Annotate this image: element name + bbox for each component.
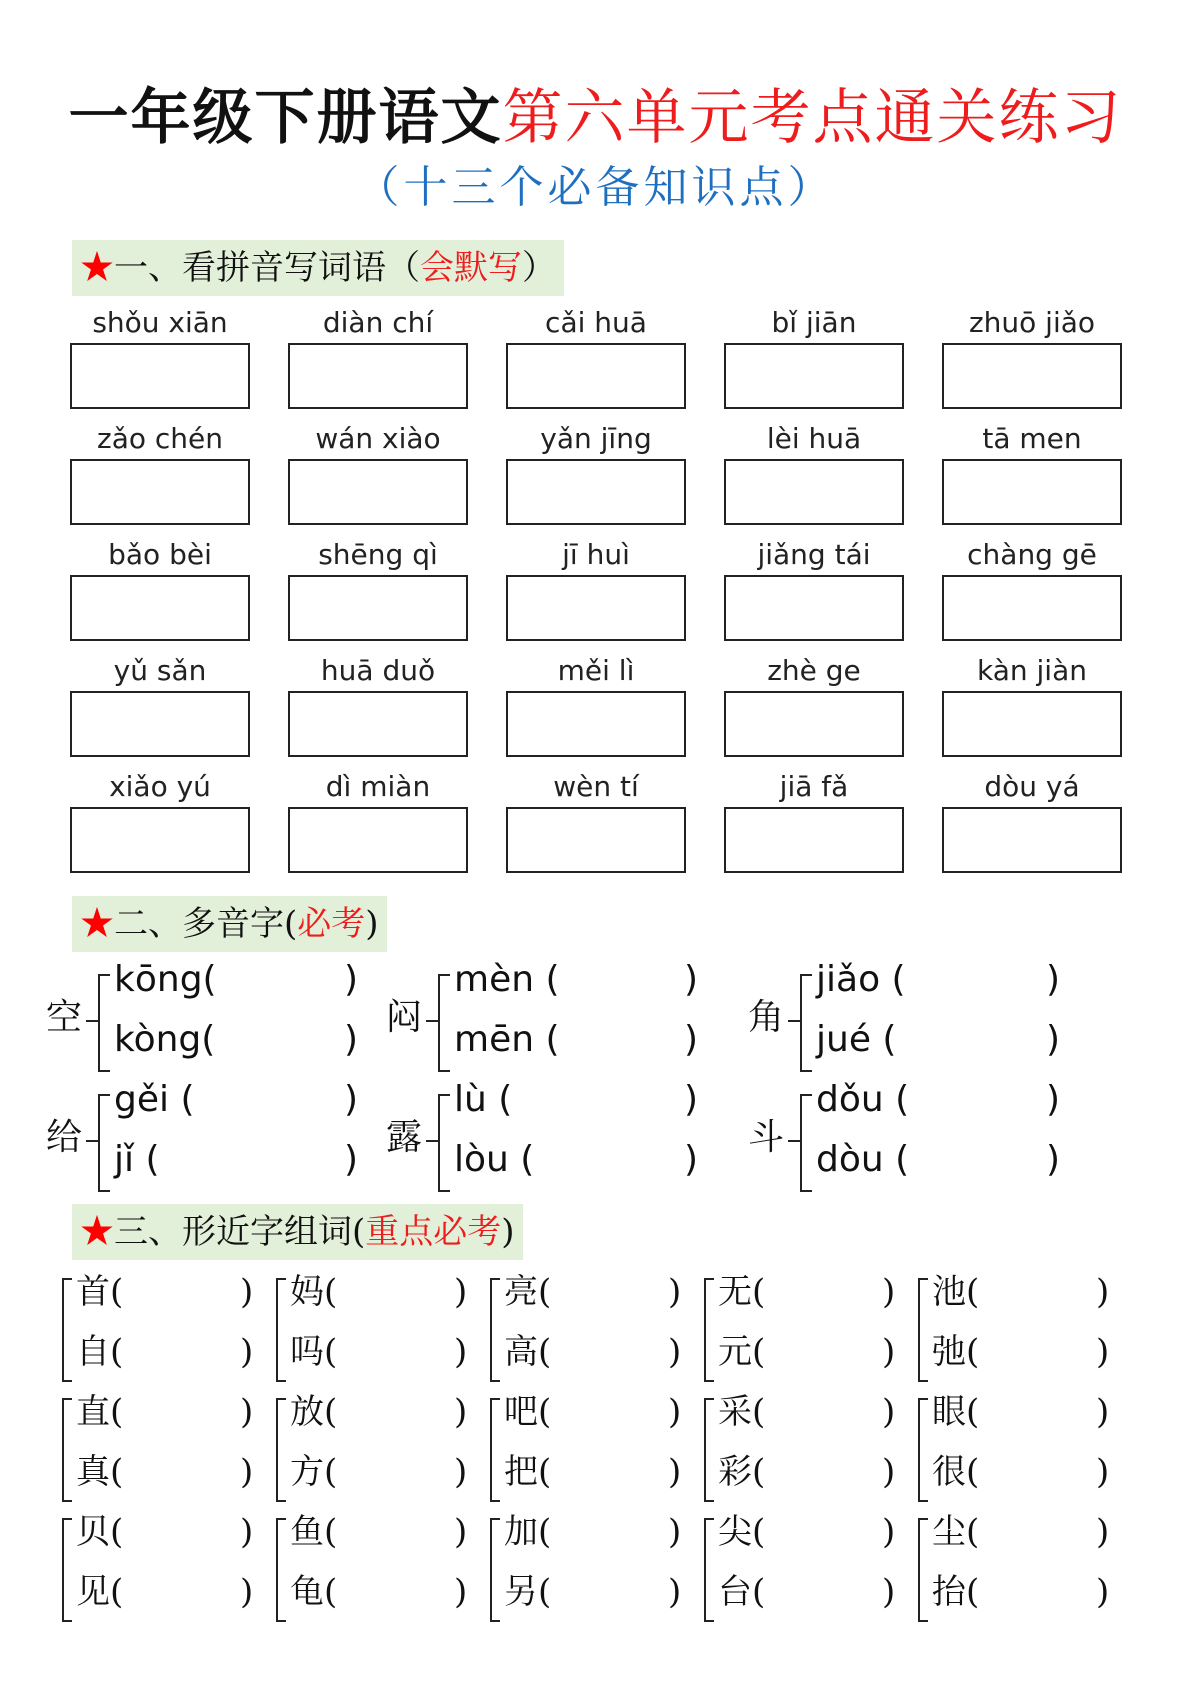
- answer-blank[interactable]: [586, 962, 686, 1002]
- polyphone-reading: gěi (: [114, 1079, 195, 1120]
- similar-char-group: [918, 1390, 1128, 1510]
- polyphone-reading: kòng(: [114, 1019, 216, 1060]
- star-icon: ★: [80, 1212, 114, 1252]
- answer-box[interactable]: [70, 575, 250, 641]
- pinyin-text: wèn tí: [553, 770, 639, 803]
- pinyin-text: zhuō jiǎo: [968, 306, 1096, 339]
- polyphone-char: 角: [748, 997, 785, 1038]
- answer-box[interactable]: [942, 691, 1122, 757]
- pinyin-text: jiā fǎ: [779, 770, 849, 803]
- answer-blank[interactable]: [134, 1574, 234, 1614]
- answer-blank[interactable]: [134, 1514, 234, 1554]
- pinyin-item: [288, 653, 468, 757]
- similar-char: 尘(: [932, 1512, 980, 1552]
- close-paren: ): [454, 1452, 468, 1492]
- answer-box[interactable]: [506, 343, 686, 409]
- pinyin-item: [506, 305, 686, 409]
- similar-char-group: [276, 1390, 486, 1510]
- close-paren: ): [668, 1392, 682, 1432]
- answer-blank[interactable]: [776, 1334, 876, 1374]
- section3-heading: 三、形近字组词(: [114, 1212, 366, 1252]
- pinyin-item: [942, 653, 1122, 757]
- answer-box[interactable]: [70, 691, 250, 757]
- answer-blank[interactable]: [246, 1022, 346, 1062]
- answer-blank[interactable]: [990, 1454, 1090, 1494]
- brace-stem: [788, 1140, 800, 1142]
- answer-blank[interactable]: [134, 1394, 234, 1434]
- answer-blank[interactable]: [348, 1454, 448, 1494]
- bracket-icon: [490, 1278, 500, 1382]
- answer-box[interactable]: [506, 807, 686, 873]
- answer-blank[interactable]: [246, 1142, 346, 1182]
- bracket-icon: [918, 1278, 928, 1382]
- pinyin-text: dòu yá: [984, 770, 1080, 803]
- bracket-icon: [490, 1518, 500, 1622]
- polyphone-char: 空: [46, 997, 83, 1038]
- answer-blank[interactable]: [246, 962, 346, 1002]
- similar-char: 真(: [76, 1452, 124, 1492]
- bracket-icon: [490, 1398, 500, 1502]
- answer-blank[interactable]: [990, 1394, 1090, 1434]
- brace-stem: [426, 1140, 438, 1142]
- close-paren: ): [668, 1272, 682, 1312]
- similar-char-group: [918, 1270, 1128, 1390]
- answer-blank[interactable]: [562, 1514, 662, 1554]
- similar-char-group: [490, 1270, 700, 1390]
- title-black: 一年级下册语文: [68, 83, 503, 153]
- pinyin-item: [724, 653, 904, 757]
- pinyin-text: xiǎo yú: [109, 770, 211, 803]
- answer-blank[interactable]: [348, 1274, 448, 1314]
- pinyin-text: jiǎng tái: [757, 538, 871, 571]
- section1-banner: [72, 240, 564, 296]
- similar-char: 吗(: [290, 1332, 338, 1372]
- polyphone-reading: mèn (: [454, 959, 560, 1000]
- similar-char: 妈(: [290, 1272, 338, 1312]
- answer-box[interactable]: [288, 807, 468, 873]
- close-paren: ): [668, 1572, 682, 1612]
- similar-char: 见(: [76, 1572, 124, 1612]
- similar-char: 首(: [76, 1272, 124, 1312]
- similar-char: 抬(: [932, 1572, 980, 1612]
- close-paren: ): [454, 1572, 468, 1612]
- bracket-icon: [704, 1278, 714, 1382]
- answer-box[interactable]: [70, 459, 250, 525]
- close-paren: ): [668, 1512, 682, 1552]
- answer-blank[interactable]: [348, 1574, 448, 1614]
- answer-blank[interactable]: [348, 1514, 448, 1554]
- bracket-icon: [704, 1518, 714, 1622]
- bracket-icon: [918, 1518, 928, 1622]
- pinyin-item: [724, 537, 904, 641]
- bracket-icon: [276, 1398, 286, 1502]
- close-paren: ): [1046, 1079, 1061, 1120]
- close-paren: ): [1046, 1019, 1061, 1060]
- close-paren: ): [454, 1332, 468, 1372]
- polyphone-reading: jǐ (: [114, 1139, 160, 1180]
- polyphone-char: 露: [386, 1117, 423, 1158]
- pinyin-item: [288, 421, 468, 525]
- answer-blank[interactable]: [586, 1142, 686, 1182]
- similar-char-group: [704, 1390, 914, 1510]
- pinyin-text: wán xiào: [315, 422, 441, 455]
- close-paren: ): [344, 959, 359, 1000]
- similar-char-group: [704, 1270, 914, 1390]
- answer-blank[interactable]: [134, 1274, 234, 1314]
- pinyin-item: [506, 421, 686, 525]
- section1-note: 会默写: [420, 248, 522, 288]
- page-title: [0, 78, 1191, 158]
- answer-box[interactable]: [288, 691, 468, 757]
- brace-stem: [788, 1020, 800, 1022]
- answer-blank[interactable]: [990, 1334, 1090, 1374]
- answer-blank[interactable]: [776, 1454, 876, 1494]
- close-paren: ): [882, 1572, 896, 1612]
- page-subtitle: （十三个必备知识点）: [355, 162, 836, 213]
- answer-blank[interactable]: [776, 1574, 876, 1614]
- answer-blank[interactable]: [948, 962, 1048, 1002]
- polyphone-reading: jué (: [816, 1019, 897, 1060]
- close-paren: ): [1096, 1572, 1110, 1612]
- pinyin-item: [724, 421, 904, 525]
- polyphone-char: 闷: [386, 997, 423, 1038]
- section2-note: 必考: [297, 904, 366, 944]
- similar-char-group: [62, 1510, 272, 1630]
- answer-box[interactable]: [506, 691, 686, 757]
- brace-icon: [98, 974, 110, 1072]
- similar-char: 鱼(: [290, 1512, 338, 1552]
- close-paren: ): [882, 1392, 896, 1432]
- similar-char-group: [918, 1510, 1128, 1630]
- answer-blank[interactable]: [562, 1394, 662, 1434]
- pinyin-item: [70, 537, 250, 641]
- similar-char: 方(: [290, 1452, 338, 1492]
- pinyin-text: dì miàn: [325, 770, 431, 803]
- answer-blank[interactable]: [586, 1022, 686, 1062]
- bracket-icon: [276, 1278, 286, 1382]
- close-paren: ): [454, 1272, 468, 1312]
- answer-box[interactable]: [70, 343, 250, 409]
- brace-icon: [98, 1094, 110, 1192]
- section2-close: ): [365, 904, 379, 944]
- polyphone-char: 给: [46, 1117, 83, 1158]
- bracket-icon: [918, 1398, 928, 1502]
- polyphone-reading: dòu (: [816, 1139, 910, 1180]
- similar-char-group: [62, 1390, 272, 1510]
- close-paren: ): [668, 1332, 682, 1372]
- close-paren: ): [684, 959, 699, 1000]
- answer-blank[interactable]: [246, 1082, 346, 1122]
- close-paren: ): [1096, 1392, 1110, 1432]
- answer-blank[interactable]: [990, 1514, 1090, 1554]
- answer-box[interactable]: [70, 807, 250, 873]
- section3-banner: [72, 1204, 523, 1260]
- answer-box[interactable]: [942, 459, 1122, 525]
- similar-char: 池(: [932, 1272, 980, 1312]
- answer-box[interactable]: [724, 459, 904, 525]
- section2-banner: [72, 896, 387, 952]
- brace-stem: [86, 1140, 98, 1142]
- pinyin-item: [506, 653, 686, 757]
- polyphone-reading: jiǎo (: [816, 959, 906, 1000]
- similar-char: 龟(: [290, 1572, 338, 1612]
- close-paren: ): [684, 1079, 699, 1120]
- close-paren: ): [1046, 1139, 1061, 1180]
- pinyin-text: zǎo chén: [97, 422, 223, 455]
- close-paren: ): [240, 1272, 254, 1312]
- similar-char: 把(: [504, 1452, 552, 1492]
- pinyin-text: lèi huā: [766, 422, 862, 455]
- pinyin-item: [288, 537, 468, 641]
- section1-close: ）: [522, 248, 556, 288]
- brace-stem: [86, 1020, 98, 1022]
- answer-blank[interactable]: [348, 1334, 448, 1374]
- similar-char: 采(: [718, 1392, 766, 1432]
- close-paren: ): [344, 1139, 359, 1180]
- similar-char: 弛(: [932, 1332, 980, 1372]
- brace-icon: [800, 1094, 812, 1192]
- answer-blank[interactable]: [990, 1574, 1090, 1614]
- pinyin-text: yǎn jīng: [540, 422, 652, 455]
- close-paren: ): [684, 1019, 699, 1060]
- similar-char: 彩(: [718, 1452, 766, 1492]
- similar-char: 放(: [290, 1392, 338, 1432]
- answer-box[interactable]: [724, 807, 904, 873]
- pinyin-item: [724, 305, 904, 409]
- pinyin-text: huā duǒ: [320, 654, 436, 687]
- similar-char: 另(: [504, 1572, 552, 1612]
- answer-box[interactable]: [724, 343, 904, 409]
- answer-blank[interactable]: [348, 1394, 448, 1434]
- similar-char: 台(: [718, 1572, 766, 1612]
- pinyin-item: [288, 769, 468, 873]
- pinyin-item: [70, 421, 250, 525]
- bracket-icon: [62, 1398, 72, 1502]
- pinyin-text: zhè ge: [767, 654, 861, 687]
- pinyin-item: [942, 421, 1122, 525]
- pinyin-text: tā men: [982, 422, 1082, 455]
- bracket-icon: [62, 1278, 72, 1382]
- answer-box[interactable]: [288, 575, 468, 641]
- pinyin-text: diàn chí: [322, 306, 434, 339]
- similar-char: 眼(: [932, 1392, 980, 1432]
- pinyin-item: [506, 769, 686, 873]
- polyphone-reading: kōng(: [114, 959, 217, 1000]
- pinyin-item: [506, 537, 686, 641]
- similar-char: 高(: [504, 1332, 552, 1372]
- answer-blank[interactable]: [134, 1454, 234, 1494]
- brace-icon: [438, 1094, 450, 1192]
- similar-char-group: [276, 1510, 486, 1630]
- similar-char-group: [276, 1270, 486, 1390]
- answer-box[interactable]: [288, 343, 468, 409]
- answer-box[interactable]: [942, 575, 1122, 641]
- pinyin-item: [942, 305, 1122, 409]
- answer-box[interactable]: [288, 459, 468, 525]
- close-paren: ): [1046, 959, 1061, 1000]
- pinyin-text: bǐ jiān: [771, 306, 857, 339]
- close-paren: ): [240, 1332, 254, 1372]
- section3-close: ): [501, 1212, 515, 1252]
- bracket-icon: [704, 1398, 714, 1502]
- pinyin-item: [288, 305, 468, 409]
- close-paren: ): [240, 1452, 254, 1492]
- close-paren: ): [882, 1512, 896, 1552]
- star-icon: ★: [80, 904, 114, 944]
- similar-char: 加(: [504, 1512, 552, 1552]
- pinyin-text: měi lì: [557, 654, 635, 687]
- pinyin-text: yǔ sǎn: [113, 654, 207, 687]
- answer-box[interactable]: [942, 807, 1122, 873]
- pinyin-item: [70, 769, 250, 873]
- similar-char: 元(: [718, 1332, 766, 1372]
- similar-char-group: [62, 1270, 272, 1390]
- polyphone-reading: lòu (: [454, 1139, 535, 1180]
- answer-box[interactable]: [506, 575, 686, 641]
- pinyin-item: [70, 653, 250, 757]
- answer-blank[interactable]: [948, 1022, 1048, 1062]
- pinyin-text: shǒu xiān: [92, 306, 228, 339]
- answer-blank[interactable]: [134, 1334, 234, 1374]
- similar-char-group: [704, 1510, 914, 1630]
- close-paren: ): [454, 1512, 468, 1552]
- close-paren: ): [1096, 1452, 1110, 1492]
- similar-char: 亮(: [504, 1272, 552, 1312]
- similar-char: 直(: [76, 1392, 124, 1432]
- polyphone-char: 斗: [748, 1117, 785, 1158]
- section3-note: 重点必考: [365, 1212, 502, 1252]
- similar-char: 很(: [932, 1452, 980, 1492]
- similar-char-group: [490, 1390, 700, 1510]
- close-paren: ): [882, 1452, 896, 1492]
- pinyin-item: [942, 537, 1122, 641]
- brace-stem: [426, 1020, 438, 1022]
- pinyin-text: bǎo bèi: [108, 538, 212, 571]
- answer-box[interactable]: [942, 343, 1122, 409]
- pinyin-text: kàn jiàn: [977, 654, 1087, 687]
- close-paren: ): [882, 1272, 896, 1312]
- close-paren: ): [240, 1512, 254, 1552]
- brace-icon: [438, 974, 450, 1072]
- brace-icon: [800, 974, 812, 1072]
- bracket-icon: [62, 1518, 72, 1622]
- similar-char-group: [490, 1510, 700, 1630]
- star-icon: ★: [80, 248, 114, 288]
- close-paren: ): [240, 1392, 254, 1432]
- answer-blank[interactable]: [562, 1334, 662, 1374]
- answer-blank[interactable]: [586, 1082, 686, 1122]
- answer-blank[interactable]: [776, 1274, 876, 1314]
- pinyin-text: jī huì: [562, 538, 630, 571]
- close-paren: ): [344, 1079, 359, 1120]
- polyphone-reading: dǒu (: [816, 1079, 910, 1120]
- pinyin-text: cǎi huā: [545, 306, 647, 339]
- pinyin-item: [724, 769, 904, 873]
- close-paren: ): [344, 1019, 359, 1060]
- answer-blank[interactable]: [562, 1274, 662, 1314]
- answer-blank[interactable]: [990, 1274, 1090, 1314]
- similar-char: 尖(: [718, 1512, 766, 1552]
- answer-blank[interactable]: [562, 1454, 662, 1494]
- answer-blank[interactable]: [776, 1514, 876, 1554]
- close-paren: ): [882, 1332, 896, 1372]
- answer-blank[interactable]: [776, 1394, 876, 1434]
- close-paren: ): [1096, 1512, 1110, 1552]
- pinyin-item: [70, 305, 250, 409]
- answer-box[interactable]: [724, 575, 904, 641]
- similar-char: 贝(: [76, 1512, 124, 1552]
- similar-char: 无(: [718, 1272, 766, 1312]
- pinyin-item: [942, 769, 1122, 873]
- close-paren: ): [668, 1452, 682, 1492]
- close-paren: ): [454, 1392, 468, 1432]
- answer-blank[interactable]: [562, 1574, 662, 1614]
- polyphone-reading: mēn (: [454, 1019, 560, 1060]
- section1-heading: 一、看拼音写词语（: [114, 248, 420, 288]
- answer-blank[interactable]: [948, 1082, 1048, 1122]
- polyphone-reading: lù (: [454, 1079, 513, 1120]
- close-paren: ): [1096, 1332, 1110, 1372]
- title-red: 第六单元考点通关练习: [502, 83, 1123, 153]
- answer-box[interactable]: [506, 459, 686, 525]
- close-paren: ): [684, 1139, 699, 1180]
- similar-char: 自(: [76, 1332, 124, 1372]
- section2-heading: 二、多音字(: [114, 904, 298, 944]
- close-paren: ): [1096, 1272, 1110, 1312]
- bracket-icon: [276, 1518, 286, 1622]
- close-paren: ): [240, 1572, 254, 1612]
- answer-box[interactable]: [724, 691, 904, 757]
- pinyin-text: chàng gē: [967, 538, 1097, 571]
- similar-char: 吧(: [504, 1392, 552, 1432]
- answer-blank[interactable]: [948, 1142, 1048, 1182]
- pinyin-text: shēng qì: [318, 538, 438, 571]
